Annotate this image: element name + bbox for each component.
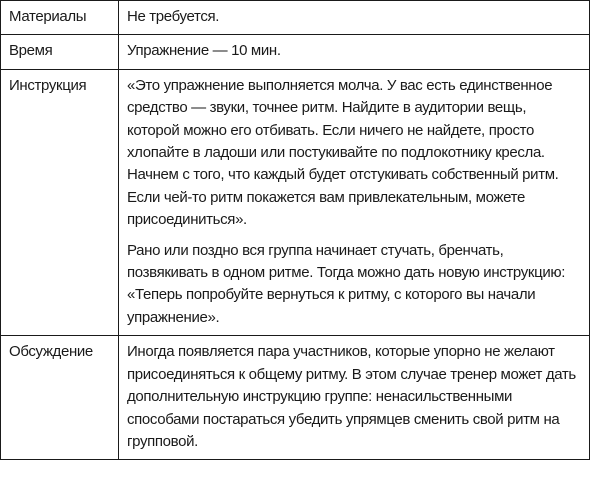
table-row-materials [1, 1, 590, 35]
row-content-time [119, 35, 590, 69]
table-row-discussion [1, 336, 590, 460]
row-content-discussion [119, 336, 590, 460]
instruction-paragraph-1: «Это упражнение выполняется молча. У вас есть единственное средство — звуки, точнее ритм. Найдите в аудитории вещь, которой можно его отбивать. Если ничего не найдете, просто хлопайте в ладоши или постукивайте по подлокотнику кресла. Начнем с того, что каждый будет отстукивать собственный ритм. Если чей-то ритм покажется вам привлекательным, можете присоединиться». [127, 76, 559, 229]
row-content-materials [119, 1, 590, 35]
discussion-paragraph-1: Иногда появляется пара участников, которые упорно не желают присоединяться к общему ритму. В этом случае тренер может дать дополнительную инструкцию группе: ненасильственными способами постараться убедить упрямцев сменить свой ритм на групповой. [127, 343, 576, 450]
row-content-instruction [119, 69, 590, 335]
table-row-instruction [1, 69, 590, 335]
row-label-time: Время [1, 35, 119, 69]
table-row-time [1, 35, 590, 69]
row-label-discussion: Обсуждение [1, 336, 119, 460]
instruction-paragraph-2: Рано или поздно вся группа начинает стучать, бренчать, позвякивать в одном ритме. Тогда можно дать новую инструкцию: «Теперь попробуйте вернуться к ритму, с которого вы начали упражнение». [127, 241, 566, 326]
row-label-materials: Материалы [1, 1, 119, 35]
materials-text: Не требуется. [127, 8, 220, 25]
row-label-instruction: Инструкция [1, 69, 119, 335]
time-text: Упражнение — 10 мин. [127, 42, 281, 60]
